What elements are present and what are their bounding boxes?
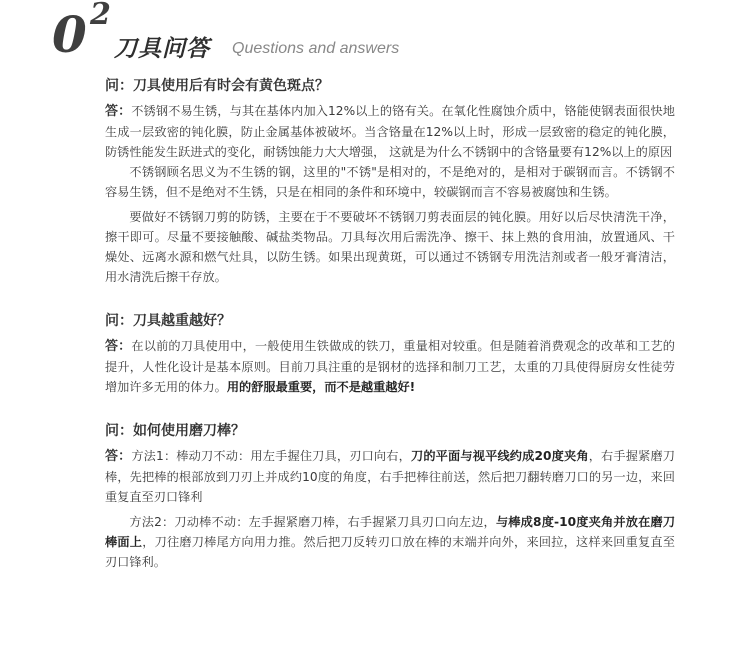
- answer-3-method-2: [105, 512, 675, 572]
- answer-1-paragraph-2: 不锈钢顾名思义为不生锈的钢，这里的"不锈"是相对的，不是绝对的，是相对于碳钢而言。不锈钢不容易生锈，但不是绝对不生锈，只是在相同的条件和环境中，较碳钢而言不容易被腐蚀和生锈。: [105, 165, 675, 199]
- answer-label: 答：: [105, 449, 132, 464]
- section-number-sup: 2: [90, 0, 109, 32]
- method-2-text-c: ，刀往磨刀棒尾方向用力推。然后把刀反转刃口放在棒的末端并向外，来回拉，这样来回重复直至刃口锋利。: [105, 535, 675, 569]
- answer-2-emphasis: 用的舒服最重要，而不是越重越好!: [226, 380, 416, 394]
- answer-2-text: 在以前的刀具使用中，一般使用生铁做成的铁刀，重量相对较重。但是随着消费观念的改革和工艺的提升，人性化设计是基本原则。目前刀具注重的是钢材的选择和制刀工艺，太重的刀具使得厨房女性徒劳增加许多无用的体力。: [105, 339, 675, 394]
- answer-3-method-1: [105, 446, 675, 507]
- method-1-text-c: ，右手握紧磨刀棒，先把棒的根部放到刀刃上并成约10度的角度，右手把棒往前送，然后把刀翻转磨刀口的另一边，来回重复直至刃口锋利: [105, 449, 675, 504]
- qa-content: [105, 76, 675, 572]
- answer-2-paragraph-1: [105, 336, 675, 397]
- section-header: [0, 0, 750, 80]
- answer-1-paragraph-3: 要做好不锈钢刀剪的防锈，主要在于不要破坏不锈钢刀剪表面层的钝化膜。用好以后尽快清洗干净，擦干即可。尽量不要接触酸、碱盐类物品。刀具每次用后需洗净、擦干、抹上熟的食用油，放置通风、干燥处、远离水源和燃气灶具，以防生锈。如果出现黄斑，可以通过不锈钢专用洗洁剂或者一般牙膏清洁，用水清洗后擦干存放。: [105, 210, 675, 284]
- question-3: 问：如何使用磨刀棒？: [105, 423, 245, 439]
- answer-label: 答：: [105, 339, 132, 354]
- question-2: 问：刀具越重越好？: [105, 313, 231, 329]
- question-1: 问：刀具使用后有时会有黄色斑点？: [105, 78, 329, 94]
- page-title: 刀具问答: [114, 36, 210, 62]
- method-2-emphasis: 与棒成8度-10度夹角并放在磨刀棒面上: [105, 515, 676, 549]
- section-number-digit: 0: [52, 5, 85, 64]
- method-2-text-a: 方法2：刀动棒不动：左手握紧磨刀棒，右手握紧刀具刃口向左边，: [129, 515, 496, 529]
- page-subtitle: Questions and answers: [232, 40, 400, 57]
- answer-1-text: 不锈钢不易生锈，与其在基体内加入12%以上的铬有关。在氧化性腐蚀介质中，铬能使钢表面很快地生成一层致密的钝化膜，防止金属基体被破坏。当含铬量在12%以上时，形成一层致密的稳定的钝化膜，防锈性能发生跃进式的变化，耐锈蚀能力大大增强， 这就是为什么不锈钢中的含铬量要有12%以上的原因: [105, 104, 675, 159]
- answer-1-paragraph-1: [105, 101, 675, 162]
- method-1-text-a: 方法1：棒动刀不动：用左手握住刀具，刃口向右，: [131, 449, 411, 463]
- section-number: [52, 0, 109, 68]
- method-1-emphasis: 刀的平面与视平线约成20度夹角: [410, 449, 589, 463]
- answer-label: 答：: [105, 104, 132, 119]
